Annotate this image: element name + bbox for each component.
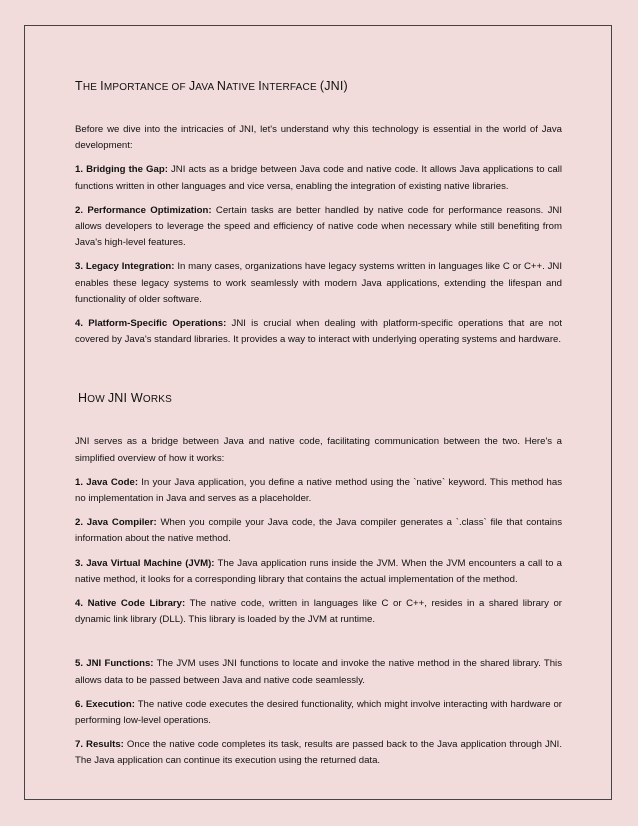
point-label: 3. Legacy Integration: — [75, 261, 175, 273]
heading-part: J — [188, 79, 196, 93]
point-text: In your Java application, you define a native method using the `native` keyword. This method has no implementation in Java and serves as a placeholder. — [75, 476, 562, 505]
section2-intro: JNI serves as a bridge between Java and native code, facilitating communication between the two. Here's a simplified overview of how it works: — [75, 436, 562, 464]
point-label: 4. Native Code Library: — [75, 598, 186, 610]
heading-part: H — [78, 391, 88, 406]
heading-part: T — [75, 79, 83, 93]
point-text: The Java application runs inside the JVM. When the JVM encounters a call to a native method, it looks for a corresponding library that contains the actual implementation of the method. — [75, 557, 562, 585]
section2-point-2 — [75, 515, 562, 547]
heading-part: I — [100, 79, 104, 93]
heading-part: OW — [87, 394, 108, 406]
point-text: JNI acts as a bridge between Java code and native code. It allows Java applications to call functions written in other languages and vice versa, enabling the integration of existing native libraries. — [75, 164, 562, 192]
point-label: 3. Java Virtual Machine (JVM): — [75, 557, 215, 569]
point-label: 7. Results: — [75, 739, 124, 751]
section2-point-3 — [75, 556, 562, 588]
section1-point-4 — [75, 316, 562, 348]
heading-part: HE — [82, 82, 101, 93]
section2-point-1 — [75, 475, 562, 507]
point-text: JNI is crucial when dealing with platform-specific operations that are not covered by Java's standard libraries. It provides a way to interact with underlying operating systems and hardware. — [75, 318, 562, 346]
point-text: The native code, written in languages like C or C++, resides in a shared library or dynamic link library (DLL). This library is loaded by the JVM at runtime. — [75, 598, 563, 626]
section1-point-2 — [75, 203, 562, 252]
point-label: 4. Platform-Specific Operations: — [75, 318, 227, 330]
point-label: 5. JNI Functions: — [75, 658, 154, 670]
section2-point-6 — [75, 697, 562, 729]
point-text: When you compile your Java code, the Java compiler generates a `.class` file that contains information about the native method. — [75, 517, 562, 545]
point-text: Certain tasks are better handled by native code for performance reasons. JNI allows developers to leverage the speed and efficiency of native code when necessary while still benefiting from Java's high-level features. — [75, 204, 562, 249]
document-body — [75, 75, 562, 770]
section1-intro: Before we dive into the intricacies of JNI, let's understand why this technology is essential in the world of Java development: — [75, 124, 562, 152]
heading-part: MPORTANCE OF — [103, 82, 189, 93]
point-label: 6. Execution: — [75, 698, 135, 710]
heading-part: I — [258, 79, 262, 93]
point-label: 1. Bridging the Gap: — [75, 164, 168, 176]
point-text: Once the native code completes its task, results are passed back to the Java application through JNI. The Java application can continue its execution using the returned data. — [75, 739, 562, 767]
section2-point-5 — [75, 656, 562, 688]
section2-point-4 — [75, 596, 562, 628]
heading-part: AVA — [195, 82, 217, 93]
section-heading-importance — [75, 78, 562, 96]
point-text: In many cases, organizations have legacy systems written in languages like C or C++. JNI enables these legacy systems to work seamlessly with modern Java applications, extending the lifespan and functionality of older software. — [75, 261, 563, 305]
heading-part: ATIVE — [226, 82, 259, 93]
point-label: 2. Java Compiler: — [75, 517, 157, 529]
section1-point-3 — [75, 259, 562, 308]
heading-part: JNI — [107, 391, 131, 406]
section1-point-1 — [75, 162, 562, 194]
point-label: 1. Java Code: — [75, 476, 139, 488]
point-text: The native code executes the desired functionality, which might involve interacting with hardware or performing low-level operations. — [75, 698, 562, 727]
section2-point-7 — [75, 737, 562, 769]
heading-part: W — [130, 391, 143, 406]
point-label: 2. Performance Optimization: — [75, 204, 212, 216]
section-heading-how-jni-works — [78, 390, 562, 408]
heading-part: N — [216, 79, 227, 93]
point-text: The JVM uses JNI functions to locate and invoke the native method in the shared library. This allows data to be passed between Java and native code seamlessly. — [75, 658, 562, 686]
heading-part: (JNI) — [319, 79, 348, 93]
heading-part: NTERFACE — [261, 82, 320, 93]
heading-part: ORKS — [142, 394, 173, 406]
